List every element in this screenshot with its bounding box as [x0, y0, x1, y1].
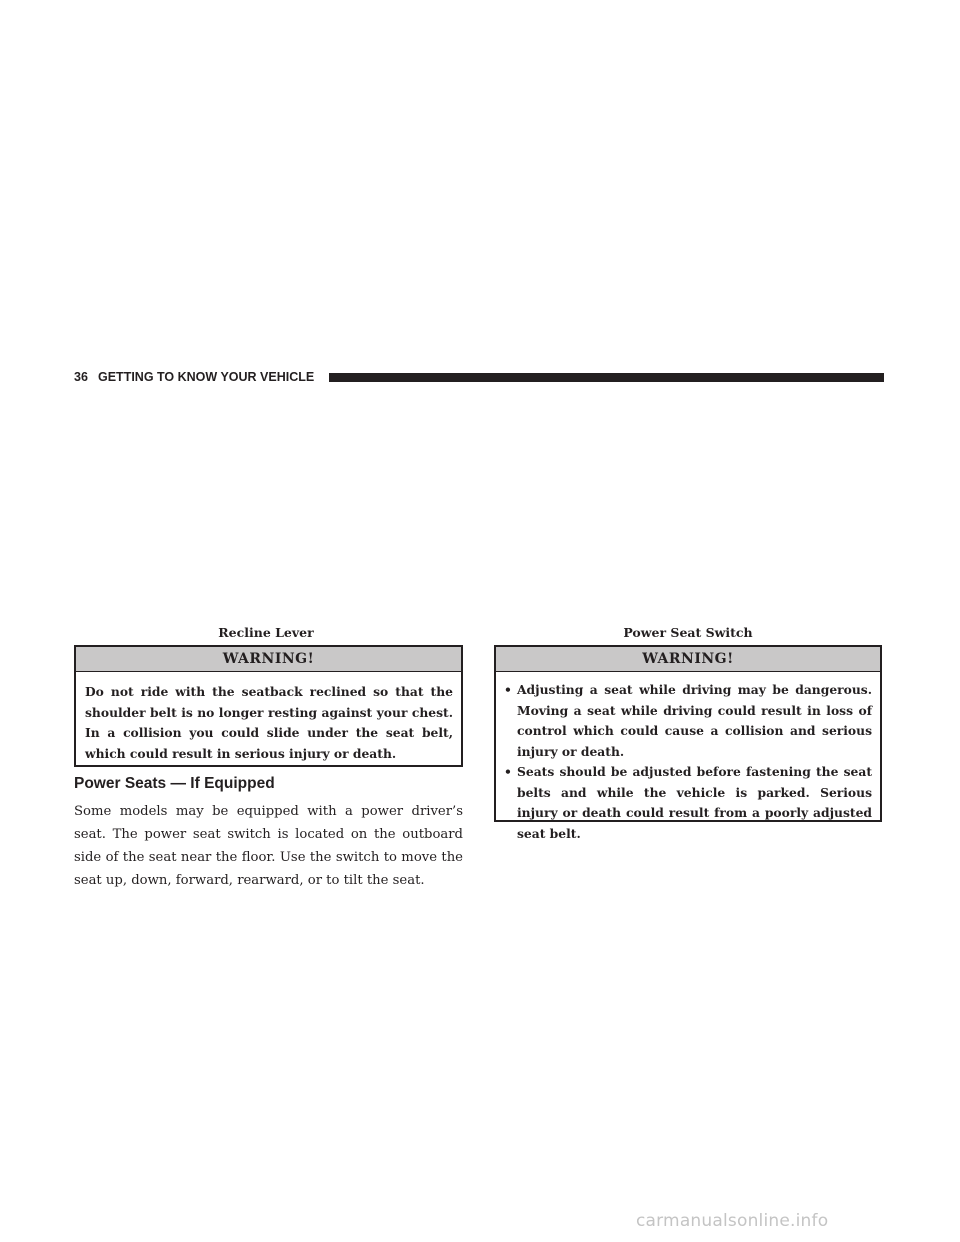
warning-box-recline: [74, 645, 463, 767]
warning-text: Do not ride with the seatback reclined so that the shoulder belt is no longer resting against your chest. In a collision you could slide under the seat belt, which could result in serious injury or death.: [85, 684, 453, 761]
figure-caption-power-seat-switch: Power Seat Switch: [623, 625, 753, 640]
header-rule: [329, 373, 884, 382]
bullet-icon: •: [504, 764, 512, 779]
body-paragraph: Some models may be equipped with a power driver’s seat. The power seat switch is located on the outboard side of the seat near the floor. Use the switch to move the seat up, down, forward, rearward, or to tilt the seat.: [74, 804, 463, 888]
warning-item-text: Seats should be adjusted before fastening the seat belts and while the vehicle is parked. Serious injury or death could result from a poorly adjusted seat belt.: [517, 764, 872, 841]
warning-box-power-seat: [494, 645, 882, 841]
warning-list: [496, 672, 880, 844]
warning-list-item: [504, 680, 872, 762]
section-heading: Power Seats — If Equipped: [74, 775, 275, 792]
watermark-link[interactable]: carmanualsonline.info: [636, 1211, 829, 1231]
warning-item-text: Adjusting a seat while driving may be dangerous. Moving a seat while driving could result in loss of control which could cause a collision and serious injury or death.: [517, 682, 872, 759]
figure-caption-recline-lever: Recline Lever: [218, 625, 314, 640]
page-number: 36: [74, 370, 88, 384]
bullet-icon: •: [504, 682, 512, 697]
warning-list-item: [504, 762, 872, 844]
warning-title: WARNING!: [76, 647, 461, 672]
page-header: [74, 368, 884, 388]
section-title: GETTING TO KNOW YOUR VEHICLE: [98, 370, 315, 384]
warning-title: WARNING!: [496, 647, 880, 672]
